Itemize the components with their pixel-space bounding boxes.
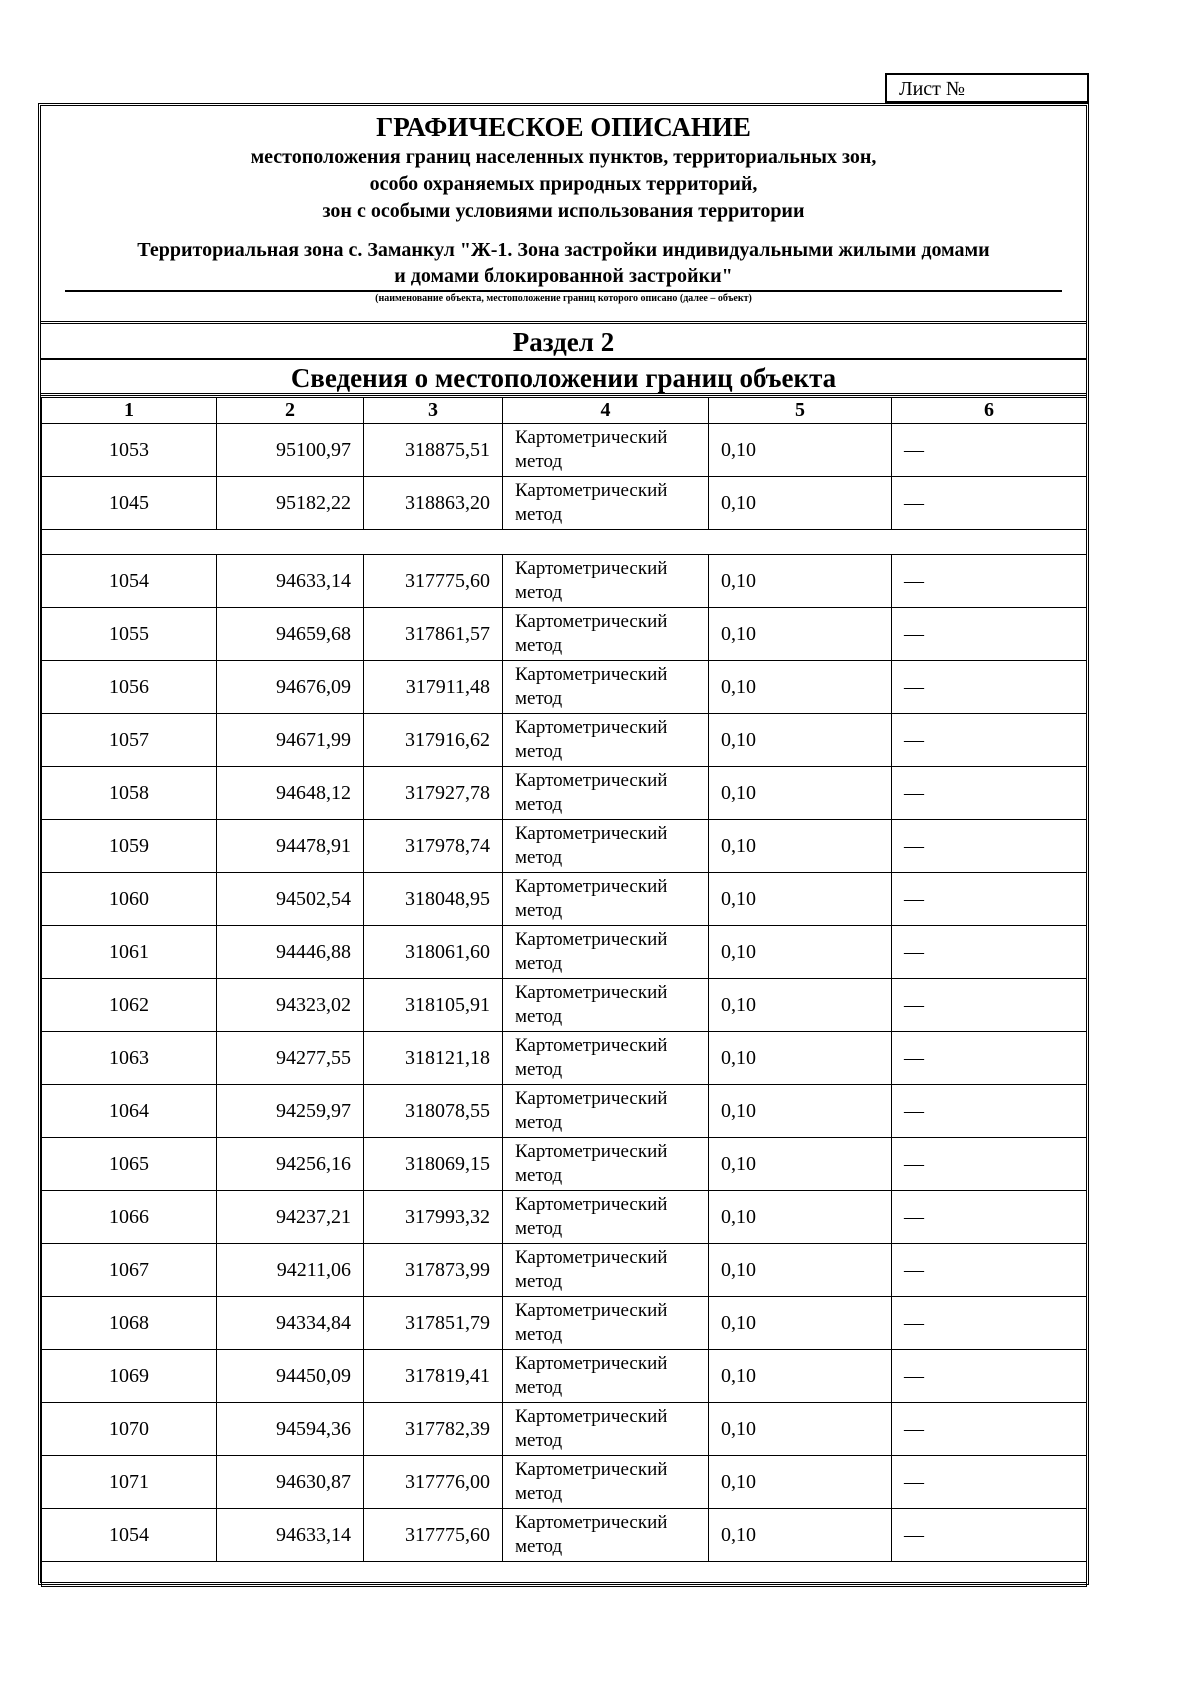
cell-point-number: 1063: [42, 1032, 217, 1085]
table-row: [42, 926, 1087, 979]
cell-method: Картометрический метод: [503, 424, 709, 477]
cell-method: Картометрический метод: [503, 1244, 709, 1297]
column-header: 2: [217, 398, 364, 424]
cell-coord-y: 318863,20: [364, 477, 503, 530]
cell-coord-y: 317819,41: [364, 1350, 503, 1403]
table-row: [42, 979, 1087, 1032]
cell-coord-y: 317775,60: [364, 1509, 503, 1562]
cell-method: Картометрический метод: [503, 1138, 709, 1191]
table-row: [42, 1244, 1087, 1297]
cell-point-number: 1059: [42, 820, 217, 873]
cell-accuracy: 0,10: [709, 767, 892, 820]
cell-description: —: [892, 477, 1087, 530]
column-header: 1: [42, 398, 217, 424]
cell-coord-y: 318121,18: [364, 1032, 503, 1085]
separator-cell: [42, 530, 1087, 555]
cell-accuracy: 0,10: [709, 661, 892, 714]
cell-accuracy: 0,10: [709, 1350, 892, 1403]
cell-method: Картометрический метод: [503, 1032, 709, 1085]
document-title: ГРАФИЧЕСКОЕ ОПИСАНИЕ: [376, 112, 751, 142]
cell-accuracy: 0,10: [709, 820, 892, 873]
cell-coord-y: 317978,74: [364, 820, 503, 873]
cell-description: —: [892, 1085, 1087, 1138]
cell-method: Картометрический метод: [503, 1297, 709, 1350]
column-header: 3: [364, 398, 503, 424]
cell-coord-y: 317911,48: [364, 661, 503, 714]
cell-point-number: 1066: [42, 1191, 217, 1244]
column-header: 6: [892, 398, 1087, 424]
cell-accuracy: 0,10: [709, 1085, 892, 1138]
cell-accuracy: 0,10: [709, 1509, 892, 1562]
column-header: 5: [709, 398, 892, 424]
cell-coord-y: 317776,00: [364, 1456, 503, 1509]
cell-coord-y: 317993,32: [364, 1191, 503, 1244]
cell-coord-y: 318048,95: [364, 873, 503, 926]
cell-accuracy: 0,10: [709, 1297, 892, 1350]
cell-coord-y: 318875,51: [364, 424, 503, 477]
cell-coord-x: 94211,06: [217, 1244, 364, 1297]
table-row: [42, 1509, 1087, 1562]
table-row: [42, 1297, 1087, 1350]
cell-point-number: 1045: [42, 477, 217, 530]
separator-cell: [42, 1562, 1087, 1587]
cell-accuracy: 0,10: [709, 1456, 892, 1509]
cell-description: —: [892, 1032, 1087, 1085]
table-row: [42, 608, 1087, 661]
cell-point-number: 1069: [42, 1350, 217, 1403]
cell-coord-y: 317927,78: [364, 767, 503, 820]
cell-description: —: [892, 1456, 1087, 1509]
cell-method: Картометрический метод: [503, 1456, 709, 1509]
cell-coord-x: 94478,91: [217, 820, 364, 873]
table-row: [42, 555, 1087, 608]
cell-method: Картометрический метод: [503, 1509, 709, 1562]
subtitle-line-1: местоположения границ населенных пунктов, территориальных зон,: [250, 146, 877, 168]
cell-point-number: 1062: [42, 979, 217, 1032]
cell-coord-x: 94502,54: [217, 873, 364, 926]
cell-description: —: [892, 820, 1087, 873]
cell-description: —: [892, 608, 1087, 661]
cell-point-number: 1055: [42, 608, 217, 661]
cell-point-number: 1071: [42, 1456, 217, 1509]
cell-coord-x: 95100,97: [217, 424, 364, 477]
cell-coord-x: 94237,21: [217, 1191, 364, 1244]
cell-coord-y: 317873,99: [364, 1244, 503, 1297]
cell-accuracy: 0,10: [709, 555, 892, 608]
separator-row: [42, 530, 1087, 555]
cell-point-number: 1070: [42, 1403, 217, 1456]
cell-accuracy: 0,10: [709, 424, 892, 477]
table-row: [42, 1032, 1087, 1085]
cell-coord-y: 317851,79: [364, 1297, 503, 1350]
object-caption: (наименование объекта, местоположение границ которого описано (далее – объект): [375, 293, 752, 304]
cell-description: —: [892, 1138, 1087, 1191]
subtitle-line-2: особо охраняемых природных территорий,: [369, 173, 758, 195]
cell-description: —: [892, 1403, 1087, 1456]
cell-point-number: 1061: [42, 926, 217, 979]
cell-coord-x: 94676,09: [217, 661, 364, 714]
cell-accuracy: 0,10: [709, 926, 892, 979]
table-row: [42, 1403, 1087, 1456]
cell-coord-x: 94334,84: [217, 1297, 364, 1350]
cell-description: —: [892, 979, 1087, 1032]
cell-method: Картометрический метод: [503, 1191, 709, 1244]
cell-coord-x: 94277,55: [217, 1032, 364, 1085]
sheet-number-label: Лист №: [899, 78, 965, 100]
sheet-number-box: [885, 73, 1089, 103]
table-row: [42, 661, 1087, 714]
cell-coord-y: 317775,60: [364, 555, 503, 608]
table-row: [42, 714, 1087, 767]
cell-point-number: 1053: [42, 424, 217, 477]
cell-point-number: 1064: [42, 1085, 217, 1138]
section-subtitle: Сведения о местоположении границ объекта: [41, 360, 1086, 396]
separator-row: [42, 1562, 1087, 1587]
cell-coord-x: 94259,97: [217, 1085, 364, 1138]
table-row: [42, 424, 1087, 477]
table-row: [42, 1085, 1087, 1138]
cell-point-number: 1067: [42, 1244, 217, 1297]
cell-accuracy: 0,10: [709, 1191, 892, 1244]
cell-description: —: [892, 767, 1087, 820]
cell-description: —: [892, 1244, 1087, 1297]
cell-coord-x: 94633,14: [217, 1509, 364, 1562]
cell-coord-x: 94446,88: [217, 926, 364, 979]
cell-coord-x: 94633,14: [217, 555, 364, 608]
cell-method: Картометрический метод: [503, 714, 709, 767]
cell-point-number: 1068: [42, 1297, 217, 1350]
cell-method: Картометрический метод: [503, 1085, 709, 1138]
cell-coord-x: 94256,16: [217, 1138, 364, 1191]
table-row: [42, 1350, 1087, 1403]
cell-coord-x: 94648,12: [217, 767, 364, 820]
cell-description: —: [892, 714, 1087, 767]
cell-method: Картометрический метод: [503, 1350, 709, 1403]
cell-coord-x: 94594,36: [217, 1403, 364, 1456]
cell-coord-x: 94323,02: [217, 979, 364, 1032]
cell-description: —: [892, 873, 1087, 926]
table-row: [42, 820, 1087, 873]
cell-accuracy: 0,10: [709, 873, 892, 926]
cell-accuracy: 0,10: [709, 1032, 892, 1085]
cell-description: —: [892, 555, 1087, 608]
cell-description: —: [892, 1350, 1087, 1403]
cell-coord-x: 94671,99: [217, 714, 364, 767]
cell-accuracy: 0,10: [709, 608, 892, 661]
zone-name-line-1: Территориальная зона с. Заманкул "Ж-1. Зона застройки индивидуальными жилыми домами: [137, 239, 990, 261]
coordinates-table: [41, 397, 1087, 1587]
cell-coord-y: 317861,57: [364, 608, 503, 661]
zone-name-underline: [65, 290, 1062, 292]
table-row: [42, 873, 1087, 926]
column-header: 4: [503, 398, 709, 424]
table-row: [42, 1191, 1087, 1244]
cell-point-number: 1060: [42, 873, 217, 926]
cell-accuracy: 0,10: [709, 1138, 892, 1191]
document-header: [41, 106, 1086, 324]
cell-description: —: [892, 1191, 1087, 1244]
cell-accuracy: 0,10: [709, 714, 892, 767]
table-row: [42, 767, 1087, 820]
cell-method: Картометрический метод: [503, 873, 709, 926]
cell-point-number: 1065: [42, 1138, 217, 1191]
cell-accuracy: 0,10: [709, 477, 892, 530]
cell-description: —: [892, 661, 1087, 714]
cell-method: Картометрический метод: [503, 608, 709, 661]
cell-method: Картометрический метод: [503, 820, 709, 873]
cell-point-number: 1057: [42, 714, 217, 767]
cell-method: Картометрический метод: [503, 1403, 709, 1456]
cell-accuracy: 0,10: [709, 1403, 892, 1456]
cell-point-number: 1056: [42, 661, 217, 714]
cell-method: Картометрический метод: [503, 661, 709, 714]
cell-coord-x: 94450,09: [217, 1350, 364, 1403]
cell-description: —: [892, 1509, 1087, 1562]
cell-point-number: 1054: [42, 555, 217, 608]
cell-accuracy: 0,10: [709, 979, 892, 1032]
cell-point-number: 1054: [42, 1509, 217, 1562]
zone-name-line-2: и домами блокированной застройки": [394, 265, 733, 287]
table-row: [42, 1456, 1087, 1509]
cell-point-number: 1058: [42, 767, 217, 820]
cell-method: Картометрический метод: [503, 926, 709, 979]
cell-method: Картометрический метод: [503, 767, 709, 820]
cell-coord-x: 94659,68: [217, 608, 364, 661]
cell-coord-y: 318069,15: [364, 1138, 503, 1191]
cell-method: Картометрический метод: [503, 555, 709, 608]
section-title: Раздел 2: [41, 324, 1086, 360]
cell-coord-y: 317916,62: [364, 714, 503, 767]
cell-accuracy: 0,10: [709, 1244, 892, 1297]
subtitle-line-3: зон с особыми условиями использования территории: [322, 200, 805, 222]
table-row: [42, 1138, 1087, 1191]
cell-coord-x: 94630,87: [217, 1456, 364, 1509]
table-row: [42, 477, 1087, 530]
cell-coord-x: 95182,22: [217, 477, 364, 530]
cell-coord-y: 318105,91: [364, 979, 503, 1032]
cell-coord-y: 318061,60: [364, 926, 503, 979]
table-header-row: [42, 398, 1087, 424]
cell-description: —: [892, 926, 1087, 979]
cell-coord-y: 318078,55: [364, 1085, 503, 1138]
cell-method: Картометрический метод: [503, 979, 709, 1032]
cell-description: —: [892, 1297, 1087, 1350]
cell-coord-y: 317782,39: [364, 1403, 503, 1456]
cell-description: —: [892, 424, 1087, 477]
cell-method: Картометрический метод: [503, 477, 709, 530]
